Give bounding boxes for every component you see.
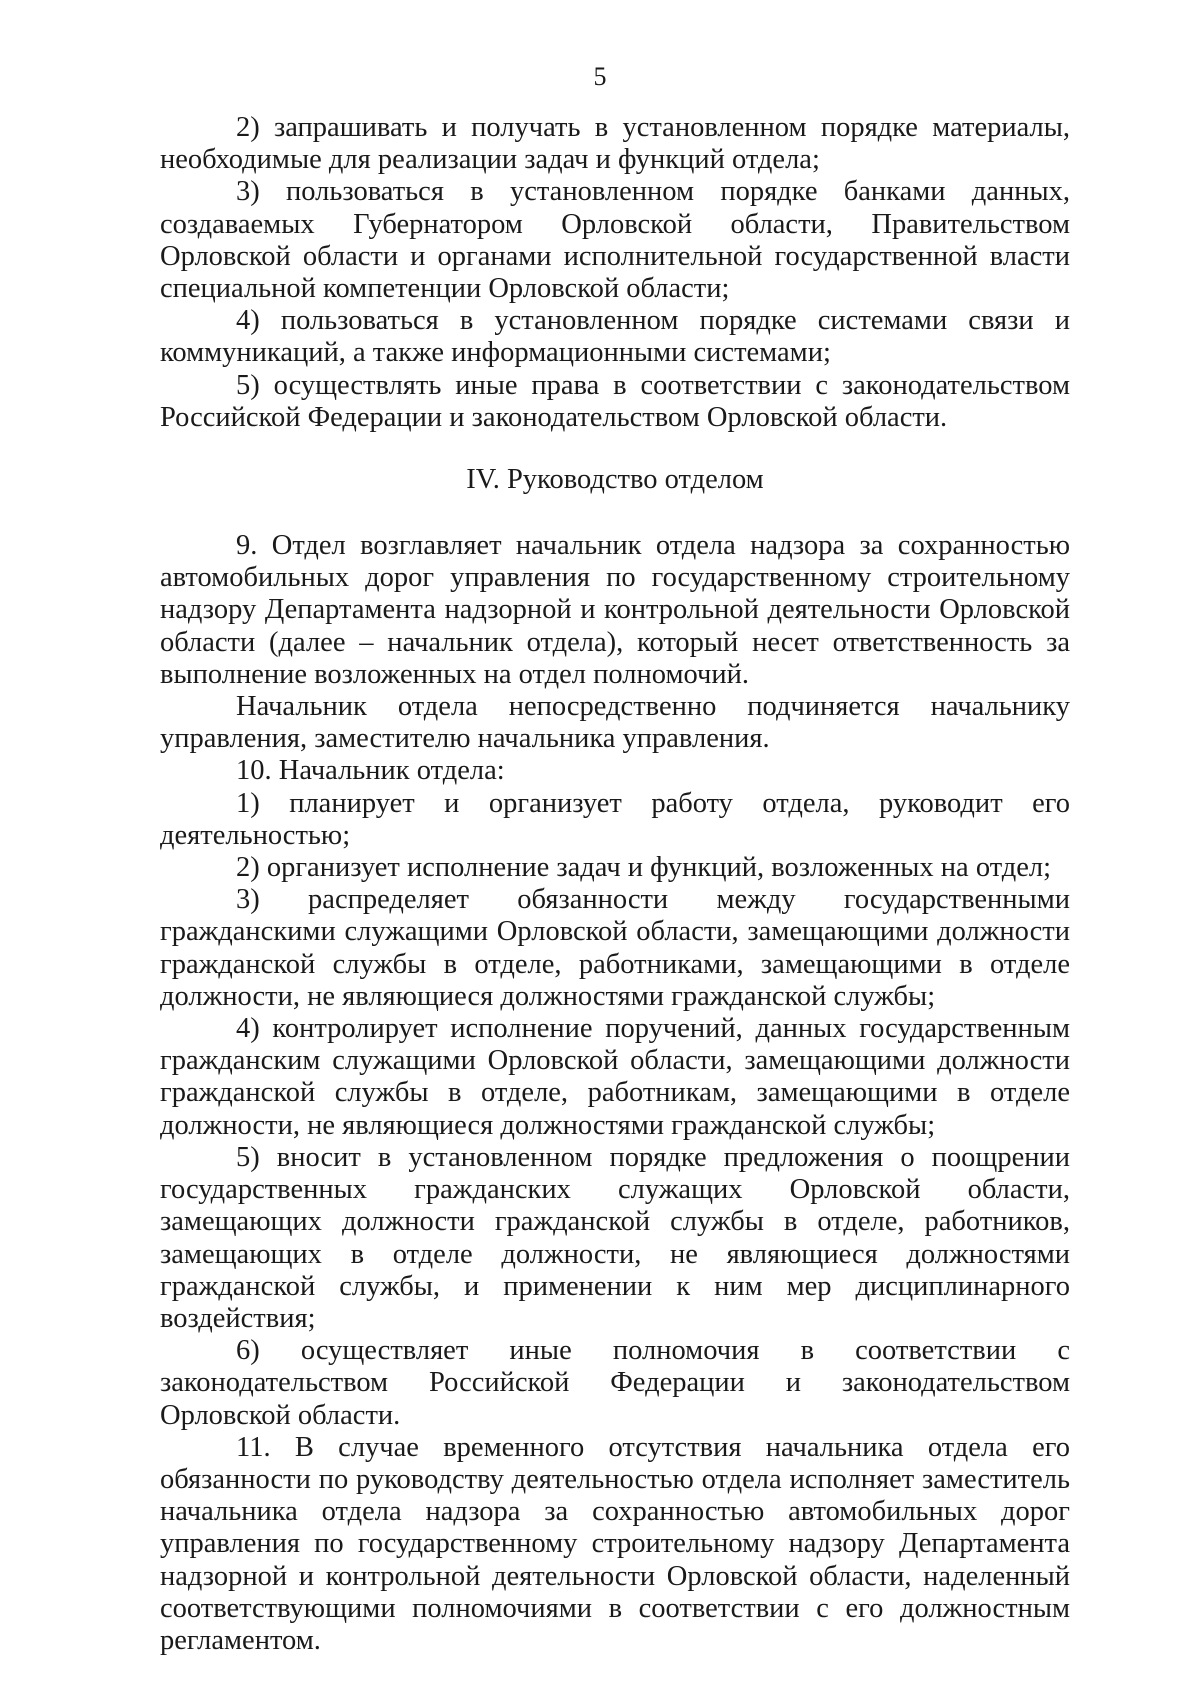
paragraph-duty-4: 4) контролирует исполнение поручений, данных государственным гражданским служащими Орловской области, замещающими должности гражданской службы в отделе, работникам, замещающими в отделе должности, не являющиеся должностями гражданской службы;	[160, 1013, 1070, 1141]
page-number: 5	[593, 62, 607, 91]
paragraph-right-4: 4) пользоваться в установленном порядке системами связи и коммуникаций, а также информационными системами;	[160, 305, 1070, 369]
section-heading: IV. Руководство отделом	[466, 464, 764, 496]
paragraph-right-5: 5) осуществлять иные права в соответствии с законодательством Российской Федерации и законодательством Орловской области.	[160, 369, 1070, 433]
paragraph-duty-3: 3) распределяет обязанности между государственными гражданскими служащими Орловской области, замещающими должности гражданской службы в отделе, работниками, замещающими в отделе должности, не являющиеся должностями гражданской службы;	[160, 884, 1070, 1012]
paragraph-right-2: 2) запрашивать и получать в установленном порядке материалы, необходимые для реализации задач и функций отдела;	[160, 112, 1070, 176]
paragraph-right-3: 3) пользоваться в установленном порядке банками данных, создаваемых Губернатором Орловской области, Правительством Орловской области и органами исполнительной государственной власти специальной компетенции Орловской области;	[160, 176, 1070, 305]
paragraph-subordination: Начальник отдела непосредственно подчиняется начальнику управления, заместителю начальника управления.	[160, 691, 1070, 755]
paragraph-item-11: 11. В случае временного отсутствия начальника отдела его обязанности по руководству деятельностью отдела исполняет заместитель начальника отдела надзора за сохранностью автомобильных дорог управления по государственному строительному надзору Департамента надзорной и контрольной деятельности Орловской области, наделенный соответствующими полномочиями в соответствии с его должностным регламентом.	[160, 1431, 1070, 1656]
paragraph-duty-6: 6) осуществляет иные полномочия в соответствии с законодательством Российской Федерации и законодательством Орловской области.	[160, 1335, 1070, 1431]
document-body	[160, 112, 1070, 1657]
paragraph-duty-5: 5) вносит в установленном порядке предложения о поощрении государственных гражданских служащих Орловской области, замещающих должности гражданской службы в отделе, работников, замещающих в отделе должности, не являющиеся должностями гражданской службы, и применении к ним мер дисциплинарного воздействия;	[160, 1141, 1070, 1334]
paragraph-duty-1: 1) планирует и организует работу отдела, руководит его деятельностью;	[160, 787, 1070, 851]
paragraph-item-9: 9. Отдел возглавляет начальник отдела надзора за сохранностью автомобильных дорог управления по государственному строительному надзору Департамента надзорной и контрольной деятельности Орловской области (далее – начальник отдела), который несет ответственность за выполнение возложенных на отдел полномочий.	[160, 530, 1070, 690]
paragraph-duty-2: 2) организует исполнение задач и функций, возложенных на отдел;	[236, 852, 1052, 884]
paragraph-item-10: 10. Начальник отдела:	[236, 755, 505, 787]
